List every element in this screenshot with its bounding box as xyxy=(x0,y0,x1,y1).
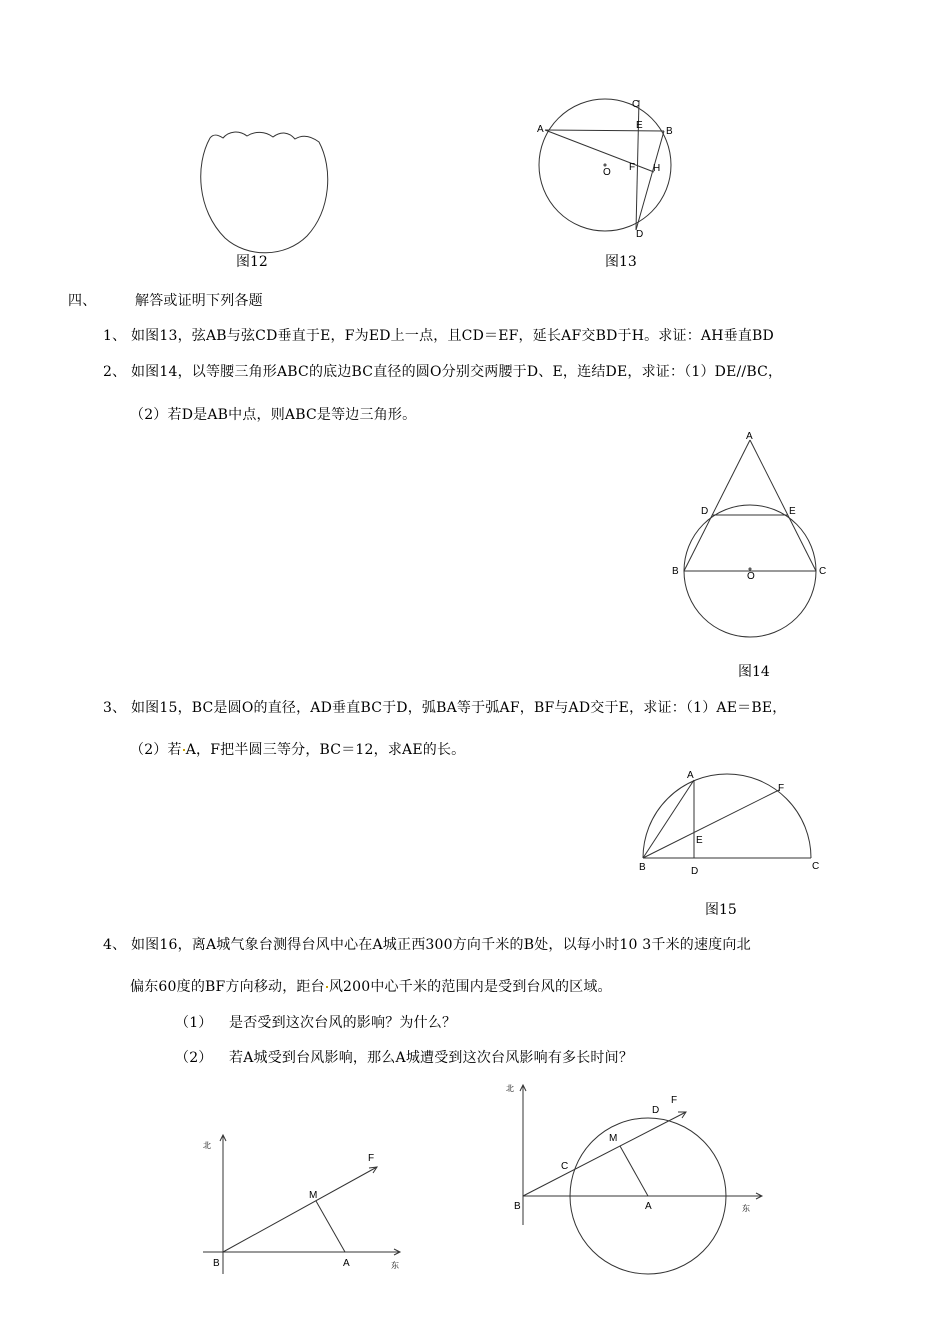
label-c: C xyxy=(632,99,640,110)
label-a: A xyxy=(537,124,544,135)
center-dot xyxy=(604,164,606,166)
label-e: E xyxy=(696,835,703,846)
stray-dot xyxy=(183,749,185,751)
label-a: A xyxy=(645,1201,652,1212)
chord-ab xyxy=(545,130,664,131)
problem-4-line-2 xyxy=(130,976,612,996)
label-d: D xyxy=(701,506,709,517)
label-h: H xyxy=(653,163,661,174)
label-o: O xyxy=(747,571,755,582)
problem-4-q1-number: （1） xyxy=(175,1015,213,1031)
figure-15 xyxy=(635,765,830,880)
problem-4-q2-number: （2） xyxy=(175,1050,213,1066)
broken-circle-shape xyxy=(201,132,328,253)
path-bf xyxy=(523,1112,686,1196)
label-c: C xyxy=(561,1161,569,1172)
problem-2-line-1: 2、 如图14，以等腰三角形ABC的底边BC直径的圆O分别交两腰于D、E，连结DE，求证：（1）DE//BC， xyxy=(103,364,783,380)
label-b: B xyxy=(672,566,679,577)
problem-4-q2: 若A城受到台风影响，那么A城遭受到这次台风影响有多长时间？ xyxy=(229,1050,634,1066)
label-b: B xyxy=(213,1258,220,1269)
label-a: A xyxy=(343,1258,350,1269)
label-f: F xyxy=(671,1095,678,1106)
segment-bd xyxy=(636,131,664,230)
label-east: 东 xyxy=(742,1204,750,1213)
problem-1: 1、 如图13，弦AB与弦CD垂直于E，F为ED上一点，且CD＝EF，延长AF交BD于H。求证：AH垂直BD xyxy=(103,328,774,344)
problem-4-line-2-part-a: 偏东60度的BF方向移动，距台 xyxy=(130,979,325,995)
problem-3-line-2-part-a: （2）若 xyxy=(130,742,182,758)
segment-ba xyxy=(643,780,694,858)
label-e: E xyxy=(636,120,643,131)
figure-16-left xyxy=(195,1130,415,1275)
label-d: D xyxy=(691,866,699,877)
stray-dot xyxy=(326,986,328,988)
label-a: A xyxy=(746,431,753,442)
section-number: 四、 xyxy=(68,293,97,309)
problem-4-q1: 是否受到这次台风的影响？为什么？ xyxy=(229,1015,457,1031)
problem-4-line-2-part-b: 风200中心千米的范围内是受到台风的区域。 xyxy=(328,979,612,995)
figure-14-caption: 图14 xyxy=(738,664,770,680)
label-north: 北 xyxy=(506,1084,514,1093)
figure-12 xyxy=(195,130,335,265)
problem-4-line-1: 4、 如图16，离A城气象台测得台风中心在A城正西300方向千米的B处，以每小时10 3千米的速度向北 xyxy=(103,937,751,953)
label-a: A xyxy=(687,770,694,781)
figure-14 xyxy=(665,428,840,663)
label-m: M xyxy=(309,1190,318,1201)
label-b: B xyxy=(666,126,673,137)
center-dot xyxy=(749,568,751,570)
label-o: O xyxy=(603,167,611,178)
label-east: 东 xyxy=(391,1261,399,1270)
label-d: D xyxy=(652,1105,660,1116)
path-bf xyxy=(223,1167,377,1252)
label-f: F xyxy=(778,783,785,794)
label-c: C xyxy=(812,861,820,872)
label-m: M xyxy=(609,1133,618,1144)
section-title: 解答或证明下列各题 xyxy=(135,293,263,309)
problem-3-line-2 xyxy=(130,739,465,759)
label-b: B xyxy=(639,862,646,873)
figure-12-caption: 图12 xyxy=(236,254,268,270)
label-f: F xyxy=(629,162,636,173)
circle-o xyxy=(539,99,671,231)
segment-ma xyxy=(316,1201,345,1252)
problem-3-line-2-part-b: A，F把半圆三等分，BC＝12，求AE的长。 xyxy=(185,742,466,758)
figure-16-right xyxy=(500,1075,775,1280)
problem-2-line-2: （2）若D是AB中点，则ABC是等边三角形。 xyxy=(130,407,417,423)
segment-bf xyxy=(643,790,779,858)
problem-3-line-1: 3、 如图15，BC是圆O的直径，AD垂直BC于D，弧BA等于弧AF，BF与AD交于E，求证：（1）AE＝BE， xyxy=(103,700,787,716)
label-d: D xyxy=(636,229,644,240)
segment-ma xyxy=(620,1146,648,1196)
figure-13-caption: 图13 xyxy=(605,254,637,270)
f-arrow-icon xyxy=(369,1167,377,1173)
label-f: F xyxy=(368,1153,375,1164)
label-e: E xyxy=(789,506,796,517)
label-b: B xyxy=(514,1201,521,1212)
figure-13 xyxy=(530,92,690,247)
label-c: C xyxy=(819,566,827,577)
figure-15-caption: 图15 xyxy=(705,902,737,918)
label-north: 北 xyxy=(203,1141,211,1150)
